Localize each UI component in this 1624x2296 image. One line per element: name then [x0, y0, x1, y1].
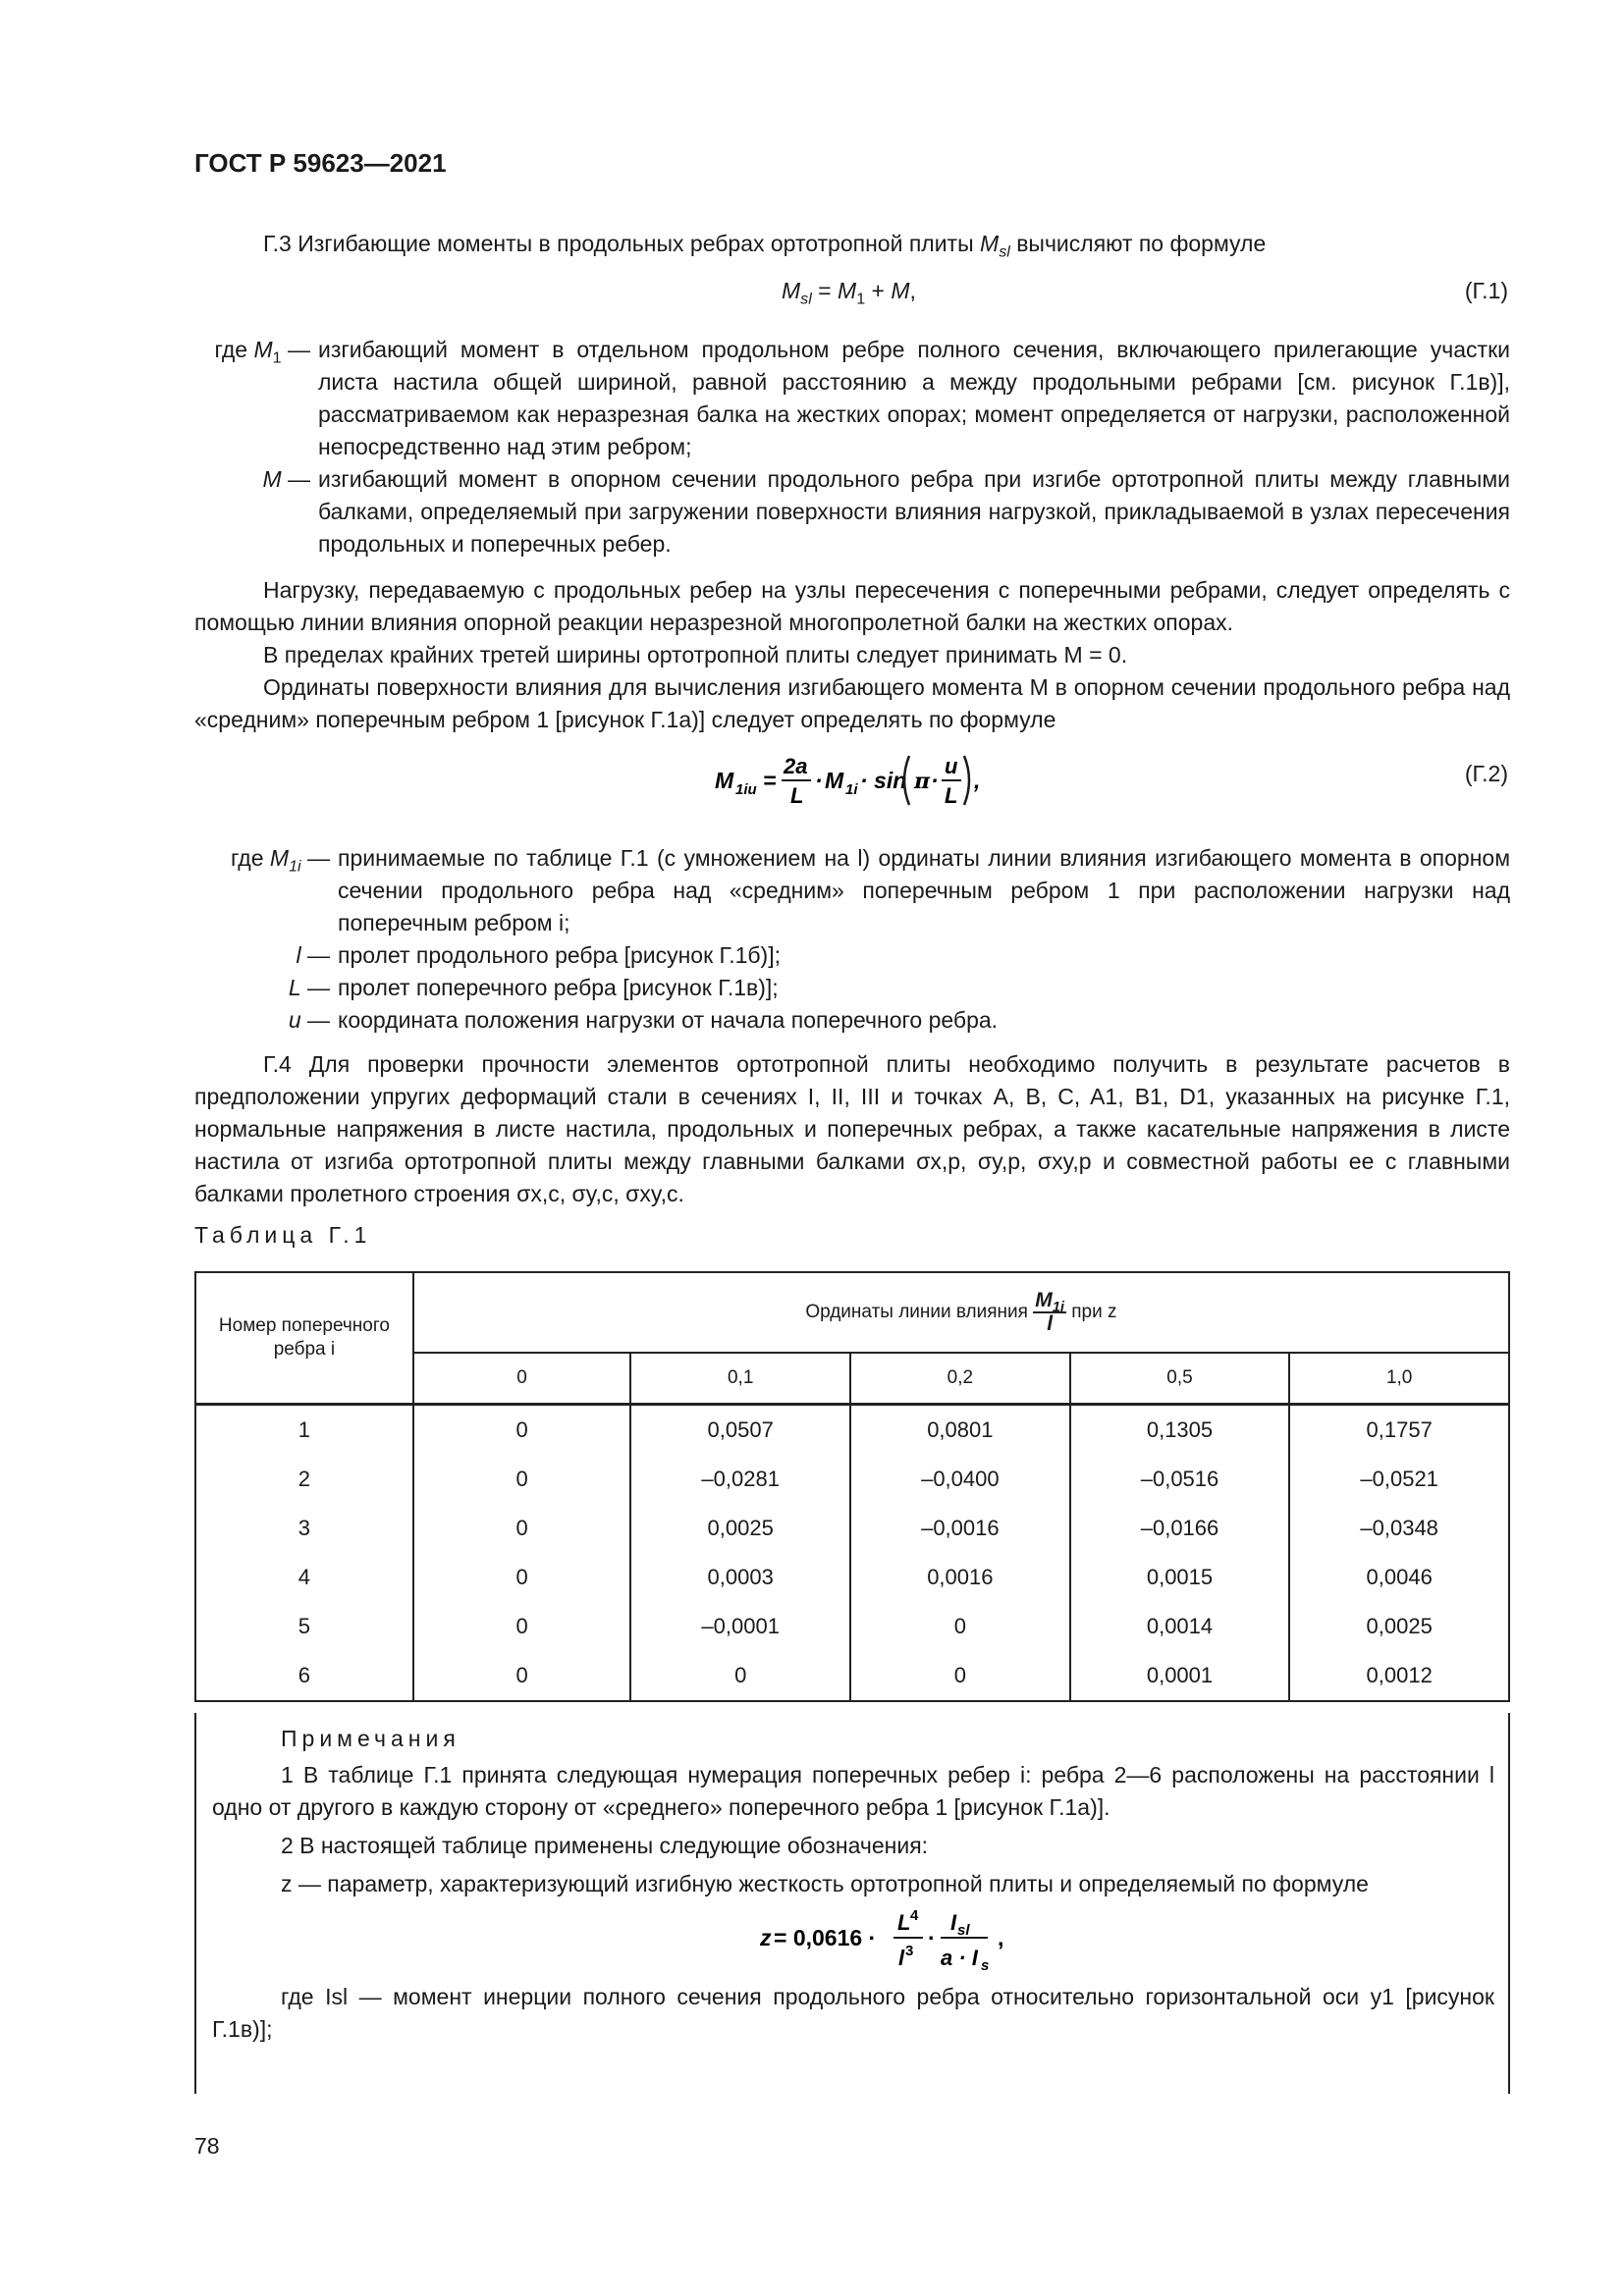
table-header-z: 0,2 — [850, 1353, 1070, 1404]
table-cell: 0 — [413, 1602, 631, 1651]
svg-text:s: s — [981, 1957, 990, 1974]
svg-text:·: · — [928, 1925, 936, 1950]
table-cell: 0 — [630, 1651, 850, 1701]
table-cell: 0,1757 — [1289, 1404, 1509, 1455]
table-g1 — [194, 1271, 1510, 1702]
table-cell: 2 — [195, 1455, 413, 1504]
paragraph-thirds: В пределах крайних третей ширины ортотропной плиты следует принимать M = 0. — [263, 642, 1128, 667]
paragraph-ordinates: Ординаты поверхности влияния для вычисления изгибающего момента M в опорном сечении продольного ребра над «средним» поперечным ребром 1 [рисунок Г.1а)] следует определять по формуле — [194, 674, 1510, 732]
table-cell: –0,0166 — [1070, 1504, 1290, 1553]
table-cell: 0,0001 — [1070, 1651, 1290, 1701]
table-row — [195, 1455, 1509, 1504]
table-row — [195, 1602, 1509, 1651]
svg-text:·: · — [931, 768, 939, 793]
z-formula-graphic — [760, 1902, 1035, 1977]
table-header-fraction: $\frac{M_{1i}}{l}$ — [1035, 1289, 1064, 1335]
definition-text: изгибающий момент в опорном сечении продольного ребра при изгибе ортотропной плиты между главными балками, определяемый при загружении поверхности влияния нагрузкой, прикладываемой в узлах пересечения продольных и поперечных ребер. — [318, 466, 1510, 557]
table-cell: 5 — [195, 1602, 413, 1651]
svg-text:= 0,0616 ·: = 0,0616 · — [774, 1925, 877, 1950]
equation-2-formula — [715, 748, 1009, 813]
equation-1: $M_{sl} = M_1 + M$, — [782, 278, 916, 308]
table-cell: 0,0015 — [1070, 1553, 1290, 1602]
svg-text:M: M — [715, 768, 734, 793]
definition-text: пролет продольного ребра [рисунок Г.1б)]; — [338, 942, 781, 968]
document-id: ГОСТ Р 59623—2021 — [194, 148, 447, 178]
svg-text:· sin: · sin — [860, 768, 907, 793]
table-caption: Таблица Г.1 — [194, 1222, 372, 1248]
table-cell: –0,0001 — [630, 1602, 850, 1651]
table-cell: –0,0281 — [630, 1455, 850, 1504]
svg-text:,: , — [974, 768, 981, 793]
equation-1-number: (Г.1) — [1464, 278, 1508, 303]
svg-text:I: I — [950, 1910, 957, 1935]
table-cell: 3 — [195, 1504, 413, 1553]
table-cell: –0,0016 — [850, 1504, 1070, 1553]
table-cell: 0,1305 — [1070, 1404, 1290, 1455]
svg-text:,: , — [998, 1925, 1004, 1950]
equation-2 — [715, 748, 1009, 822]
z-formula — [760, 1902, 1494, 1977]
definition-row — [194, 842, 1510, 939]
table-cell: 0,0046 — [1289, 1553, 1509, 1602]
table-cell: 1 — [195, 1404, 413, 1455]
table-cell: –0,0516 — [1070, 1455, 1290, 1504]
table-cell: 0 — [413, 1404, 631, 1455]
table-cell: 0,0507 — [630, 1404, 850, 1455]
svg-text:sl: sl — [957, 1922, 970, 1939]
svg-text:a · I: a · I — [941, 1946, 978, 1970]
note-2: 2 В настоящей таблице применены следующие обозначения: — [281, 1833, 929, 1858]
table-cell: 0,0016 — [850, 1553, 1070, 1602]
definition-row — [194, 972, 1510, 1004]
table-cell: 0 — [850, 1602, 1070, 1651]
table-row — [195, 1553, 1509, 1602]
svg-text:L: L — [945, 783, 958, 808]
definition-term: где $M_{1i}$ — — [230, 845, 330, 876]
definition-term: u — — [288, 1007, 330, 1033]
table-cell: –0,0400 — [850, 1455, 1070, 1504]
definition-row — [194, 1004, 1510, 1037]
table-row — [195, 1504, 1509, 1553]
definition-text: пролет поперечного ребра [рисунок Г.1в)]; — [338, 975, 779, 1000]
table-cell: –0,0348 — [1289, 1504, 1509, 1553]
svg-text:1iu: 1iu — [735, 781, 757, 798]
table-row — [195, 1651, 1509, 1701]
svg-text:z: z — [760, 1925, 772, 1950]
table-header-z: 0,5 — [1070, 1353, 1290, 1404]
svg-text:M: M — [825, 768, 844, 793]
definition-row — [194, 463, 1510, 561]
table-cell: 0,0025 — [1289, 1602, 1509, 1651]
table-cell: 0 — [850, 1651, 1070, 1701]
definition-row — [194, 334, 1510, 463]
definitions-2 — [194, 842, 1510, 1037]
table-cell: 0,0012 — [1289, 1651, 1509, 1701]
table-cell: 6 — [195, 1651, 413, 1701]
svg-text:l: l — [898, 1946, 905, 1970]
paragraph-g4: Г.4 Для проверки прочности элементов ортотропной плиты необходимо получить в результате расчетов в предположении упругих деформаций стали в сечениях I, II, III и точках A, B, C, A1, B1, D1, указанных на рисунке Г.1, нормальные напряжения в листе настила, продольных и поперечных ребрах, а также касательные напряжения в листе настила от изгиба ортотропной плиты между главными балками σx,p, σy,p, σxy,p и совместной работы ее с главными балками пролетного строения σx,c, σy,c, σxy,c. — [194, 1051, 1510, 1206]
table-cell: 0,0801 — [850, 1404, 1070, 1455]
definition-term: M — — [262, 466, 310, 492]
note-isl-definition: где Isl — момент инерции полного сечения продольного ребра относительно горизонтальной оси y1 [рисунок Г.1в)]; — [212, 1984, 1494, 2042]
note-z-definition: z — параметр, характеризующий изгибную жесткость ортотропной плиты и определяемый по формуле — [281, 1871, 1369, 1896]
table-cell: 0 — [413, 1455, 631, 1504]
table-cell: 0 — [413, 1504, 631, 1553]
svg-text:L: L — [790, 783, 804, 808]
definition-term: где $M_1$ — — [214, 337, 310, 367]
svg-text:u: u — [945, 754, 958, 778]
g3-intro: Г.3 Изгибающие моменты в продольных ребрах ортотропной плиты $M_{sl}$ вычисляют по формуле — [263, 231, 1267, 261]
note-1: 1 В таблице Г.1 принята следующая нумерация поперечных ребер i: ребра 2—6 расположены на расстоянии l одно от другого в каждую сторону от «среднего» поперечного ребра 1 [рисунок Г.1а)]. — [212, 1762, 1494, 1820]
notes-title: Примечания — [281, 1726, 460, 1751]
svg-text:3: 3 — [905, 1943, 914, 1959]
definition-term: l — — [296, 942, 330, 968]
svg-text:=: = — [763, 768, 777, 793]
table-row — [195, 1404, 1509, 1455]
table-cell: –0,0521 — [1289, 1455, 1509, 1504]
definition-text: принимаемые по таблице Г.1 (с умножением на l) ординаты линии влияния изгибающего момента в опорном сечении продольного ребра над «средним» поперечным ребром 1 при расположении нагрузки над поперечным ребром i; — [338, 845, 1510, 935]
svg-text:1i: 1i — [845, 781, 858, 798]
svg-text:2a: 2a — [784, 754, 808, 778]
svg-text:π: π — [914, 769, 931, 794]
definition-text: изгибающий момент в отдельном продольном ребре полного сечения, включающего прилегающие участки листа настила общей шириной, равной расстоянию a между продольными ребрами [см. рисунок Г.1в)], рассматриваемом как неразрезная балка на жестких опорах; момент определяется от нагрузки, расположенной непосредственно над этим ребром; — [318, 337, 1510, 459]
definition-text: координата положения нагрузки от начала поперечного ребра. — [338, 1007, 999, 1033]
equation-2-number: (Г.2) — [1464, 761, 1508, 786]
table-header-rib-number: Номер поперечного ребра i — [195, 1272, 413, 1404]
paragraph-load: Нагрузку, передаваемую с продольных ребер на узлы пересечения с поперечными ребрами, следует определять с помощью линии влияния опорной реакции неразрезной многопролетной балки на жестких опорах. — [194, 577, 1510, 635]
page-number: 78 — [194, 2133, 220, 2159]
table-cell: 0,0014 — [1070, 1602, 1290, 1651]
table-cell: 0,0025 — [630, 1504, 850, 1553]
table-header-row — [195, 1272, 1509, 1353]
table-header-z: 0 — [413, 1353, 631, 1404]
table-cell: 0,0003 — [630, 1553, 850, 1602]
table-notes — [194, 1713, 1510, 2094]
svg-text:4: 4 — [910, 1907, 919, 1924]
table-cell: 0 — [413, 1651, 631, 1701]
definition-row — [194, 939, 1510, 972]
svg-text:L: L — [897, 1910, 911, 1935]
table-header-z: 0,1 — [630, 1353, 850, 1404]
table-header-z: 1,0 — [1289, 1353, 1509, 1404]
table-cell: 0 — [413, 1553, 631, 1602]
svg-text:·: · — [815, 768, 823, 793]
table-cell: 4 — [195, 1553, 413, 1602]
table-header-ordinates: Ординаты линии влияния $\frac{M_{1i}}{l}$ при z — [413, 1272, 1509, 1353]
definition-term: L — — [288, 975, 330, 1000]
definitions-1 — [194, 334, 1510, 561]
